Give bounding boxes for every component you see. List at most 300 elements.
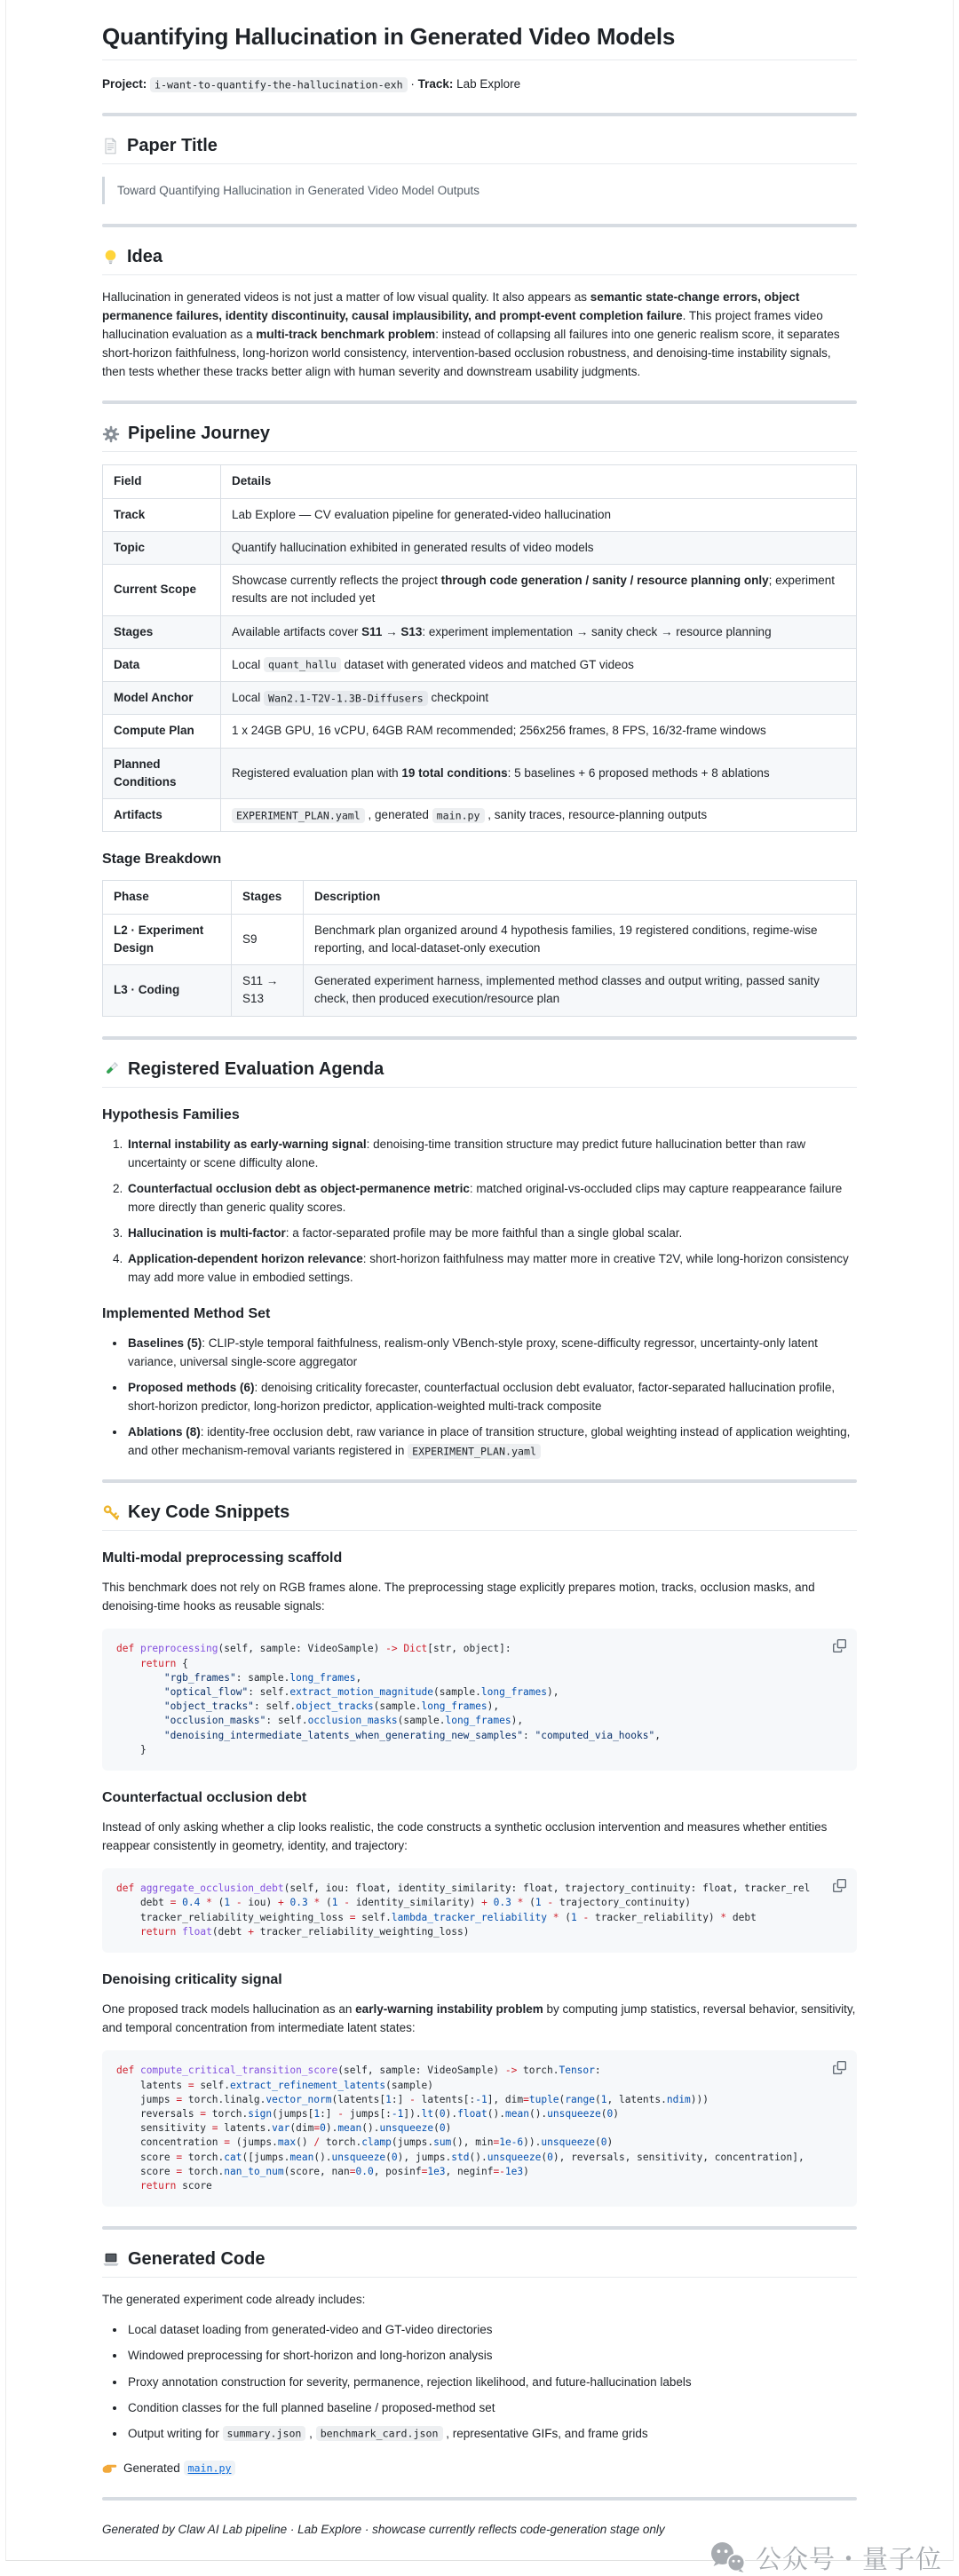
code-token: 0 — [439, 2122, 446, 2135]
code-token: concentration — [116, 2136, 225, 2149]
code-token: "occlusion_masks" — [163, 1715, 266, 1727]
code-token — [116, 1686, 164, 1698]
text-segment: : 5 baselines + 6 proposed methods + 8 ablations — [507, 765, 770, 780]
code-token: ). — [445, 2107, 458, 2120]
code-token: tracker_reliability_weighting_loss) — [253, 1925, 470, 1938]
code-token: (jumps. — [391, 2136, 434, 2149]
code-token: = — [523, 2093, 529, 2105]
code-token: "denoising_intermediate_latents_when_generating_new_samples" — [163, 1729, 524, 1741]
stage-breakdown-heading: Stage Breakdown — [102, 852, 222, 868]
code-token: jumps[: — [344, 2107, 392, 2120]
field-cell: Data — [103, 648, 221, 681]
text-segment: checkpoint — [427, 691, 489, 705]
code-token: (debt — [211, 1925, 249, 1938]
paper-title-heading — [102, 136, 857, 164]
list-item — [126, 2424, 857, 2443]
code-token: (). — [313, 2151, 332, 2163]
code-token: sign — [248, 2107, 273, 2120]
code-token: trajectory_continuity) — [553, 1897, 692, 1909]
code-token: lambda_tracker_reliability — [391, 1911, 547, 1923]
document-body — [6, 0, 953, 2560]
code-token: (). — [469, 2151, 487, 2163]
field-cell: Model Anchor — [103, 682, 221, 715]
code-token: - — [547, 1897, 554, 1909]
text-segment: : denoising-time transition structure may predict future hallucination better than raw uncertainty or scene difficulty alone. — [128, 1137, 806, 1169]
table-row — [103, 914, 857, 965]
code-token: unsqueeze — [547, 2107, 601, 2120]
section-paper-title — [102, 136, 857, 204]
heading-label: Paper Title — [127, 136, 218, 156]
table-row — [103, 715, 857, 748]
code-token: * — [517, 1897, 524, 1909]
text-segment: dataset with generated videos and matched GT videos — [340, 657, 634, 671]
code-token: { — [176, 1657, 188, 1669]
code-token: var — [272, 2122, 290, 2135]
code-token: (score, nan — [283, 2165, 350, 2177]
code-token: =- — [493, 2165, 505, 2177]
code-token: ndim — [666, 2093, 691, 2105]
code-token: () — [296, 2136, 314, 2149]
code-token: jumps — [116, 2093, 177, 2105]
code-token: 0 — [600, 2136, 607, 2149]
code-token: ( — [211, 1897, 225, 1909]
bold-text: Application-dependent horizon relevance — [128, 1251, 363, 1265]
snippet-heading-preprocessing: Multi-modal preprocessing scaffold — [102, 1550, 343, 1566]
list-item — [126, 1378, 857, 1415]
details-cell — [221, 565, 857, 616]
laptop-icon — [102, 2251, 120, 2269]
code-token: = — [170, 1897, 177, 1909]
code-token: debt — [726, 1911, 757, 1923]
list-item — [126, 1224, 857, 1242]
phase-cell: L3 · Coding — [103, 965, 232, 1017]
text-segment: Condition classes for the full planned baseline / proposed-method set — [128, 2400, 495, 2414]
code-token: 1e-6 — [499, 2136, 524, 2149]
field-cell: Current Scope — [103, 565, 221, 616]
code-content[interactable] — [102, 1868, 857, 1953]
code-token: Tensor — [559, 2065, 595, 2077]
code-token: compute_critical_transition_score — [139, 2065, 338, 2077]
code-token: extract_refinement_latents — [230, 2079, 386, 2091]
details-cell — [221, 682, 857, 715]
code-token: torch. — [182, 2151, 225, 2163]
method-set-heading: Implemented Method Set — [102, 1305, 271, 1321]
idea-heading — [102, 247, 857, 275]
code-content[interactable] — [102, 1629, 857, 1771]
code-token: * — [206, 1897, 212, 1909]
code-token: : — [523, 1729, 535, 1741]
code-token: = — [421, 2165, 428, 2177]
code-token: mean — [289, 2151, 314, 2163]
bold-text: Track: — [417, 77, 454, 91]
section-divider — [102, 224, 857, 227]
code-token: (). — [528, 2107, 548, 2120]
code-token: score — [176, 2180, 212, 2192]
code-content[interactable] — [102, 2050, 857, 2207]
code-token: ( — [541, 2151, 548, 2163]
code-token: } — [116, 1743, 147, 1756]
code-token: ). — [325, 2122, 338, 2135]
stages-cell: S11 → S13 — [232, 965, 304, 1017]
code-token: :] — [391, 2093, 410, 2105]
code-token: ( — [559, 2093, 566, 2105]
lightbulb-icon — [102, 249, 119, 266]
code-token: ( — [594, 2093, 601, 2105]
code-token: ), — [511, 1715, 524, 1727]
code-token — [547, 1912, 553, 1923]
code-token: (sample. — [373, 1700, 422, 1713]
code-token: sum — [433, 2136, 452, 2149]
text-segment: 1 x 24GB GPU, 16 vCPU, 64GB RAM recommended; 256x256 frames, 8 FPS, 16/32-frame windows — [232, 724, 766, 738]
details-cell — [221, 748, 857, 799]
text-segment: Generated — [123, 2461, 184, 2475]
inline-code: Wan2.1-T2V-1.3B-Diffusers — [264, 691, 428, 706]
code-token: tuple — [528, 2093, 559, 2105]
code-token: def — [116, 2065, 140, 2077]
text-segment: One proposed track models hallucination as an — [102, 2002, 356, 2017]
code-token: - — [344, 1897, 350, 1909]
field-cell: Track — [103, 498, 221, 531]
code-token: 1 — [224, 1897, 231, 1909]
code-token: 1 — [385, 2093, 392, 2105]
code-token: latents — [116, 2079, 188, 2091]
code-token: tracker_reliability) — [589, 1911, 721, 1923]
code-token: range — [565, 2093, 595, 2105]
table-header-row — [103, 881, 857, 914]
table-row — [103, 748, 857, 799]
main-py-link[interactable]: main.py — [184, 2461, 236, 2476]
code-token: "rgb_frames" — [163, 1671, 236, 1684]
watermark — [708, 2540, 942, 2576]
code-token: ( — [433, 2107, 440, 2120]
text-segment: , — [305, 2426, 316, 2440]
field-cell: Artifacts — [103, 799, 221, 832]
code-token: "computed_via_hooks" — [535, 1729, 655, 1741]
code-token: ) — [445, 2122, 452, 2135]
code-token: 1e3 — [504, 2165, 524, 2177]
code-token: , neginf — [445, 2165, 494, 2177]
code-token: unsqueeze — [487, 2151, 542, 2163]
code-token: cat — [224, 2151, 242, 2163]
code-token: self. — [355, 1911, 392, 1923]
code-token: [str, object]: — [427, 1643, 511, 1655]
bold-text: Counterfactual occlusion debt as object-permanence metric — [128, 1181, 470, 1195]
code-token: : self. — [248, 1685, 290, 1698]
heading-label: Idea — [127, 247, 163, 267]
details-cell — [221, 498, 857, 531]
inline-code: EXPERIMENT_PLAN.yaml — [408, 1444, 541, 1459]
code-token: (sample. — [397, 1715, 446, 1727]
code-token: 1 — [313, 2107, 321, 2120]
snippet-heading-occlusion: Counterfactual occlusion debt — [102, 1790, 307, 1806]
code-token: ) — [606, 2136, 614, 2149]
code-token: latents. — [218, 2122, 273, 2135]
code-token — [116, 2180, 140, 2192]
code-token: 1 — [331, 1897, 338, 1909]
column-header: Details — [221, 465, 857, 498]
page-title: Quantifying Hallucination in Generated Video Models — [102, 23, 857, 60]
code-token: = — [176, 2151, 183, 2163]
code-token — [116, 1715, 164, 1726]
pipeline-table — [102, 464, 857, 832]
list-item — [126, 2346, 857, 2365]
code-token: (). — [487, 2107, 505, 2120]
text-segment: Registered evaluation plan with — [232, 765, 402, 780]
text-segment: Local — [232, 657, 265, 671]
idea-paragraph — [102, 288, 857, 381]
text-segment: , representative GIFs, and frame grids — [442, 2426, 648, 2440]
section-evaluation-agenda — [102, 1059, 857, 1461]
text-segment: . This project frames video hallucination evaluation as a — [102, 309, 823, 342]
code-token: : self. — [266, 1715, 308, 1727]
inline-code: summary.json — [223, 2426, 306, 2441]
list-item — [126, 1423, 857, 1460]
code-token: ) — [523, 2165, 529, 2177]
code-token: , posinf — [373, 2165, 422, 2177]
field-cell: Topic — [103, 531, 221, 564]
text-segment: Hallucination in generated videos is not just a matter of low visual quality. It also appears as — [102, 290, 590, 305]
code-token: : — [594, 2065, 601, 2077]
text-segment: , generated — [364, 808, 432, 822]
code-token: + — [248, 1925, 254, 1938]
code-token: long_frames — [289, 1671, 356, 1684]
code-token: - — [409, 2093, 416, 2105]
code-token: score — [116, 2165, 177, 2177]
code-token: 0.4 — [182, 1897, 201, 1909]
table-row — [103, 682, 857, 715]
code-token: , — [355, 1671, 362, 1684]
code-token: float — [457, 2107, 487, 2120]
text-segment: : instead of collapsing all failures into one generic realism score, it separates short-horizon faithfulness, long-horizon world consistency, intervention-based occlusion robustness, and denoising-time instability signals, then tests whether these tracks better align with human severity and downstream usability judgments. — [102, 328, 840, 379]
code-token: 0 — [439, 2107, 446, 2120]
code-token: 0 — [320, 2122, 326, 2135]
details-cell — [221, 799, 857, 832]
document-card — [5, 0, 954, 2574]
code-token: 1 — [600, 2093, 607, 2105]
section-divider — [102, 400, 857, 404]
details-cell — [221, 715, 857, 748]
code-block-criticality — [102, 2050, 857, 2207]
code-token: : sample. — [235, 1671, 290, 1684]
bold-text: Hallucination is multi-factor — [128, 1225, 286, 1240]
code-token: )). — [523, 2136, 542, 2149]
bold-text: multi-track benchmark problem — [256, 328, 436, 342]
bold-text: Project: — [102, 77, 151, 91]
code-token: nan_to_num — [224, 2165, 284, 2177]
code-token: long_frames — [421, 1700, 487, 1713]
code-token: -1 — [391, 2107, 404, 2120]
description-cell — [304, 965, 857, 1017]
snippet-intro — [102, 1578, 857, 1615]
text-segment: ; experiment results are not included yet — [232, 574, 835, 606]
code-token: return — [139, 1657, 177, 1669]
code-token: def — [116, 1643, 140, 1655]
code-token: (sample. — [433, 1685, 481, 1698]
section-pipeline-journey — [102, 424, 857, 1016]
code-token: def — [116, 1882, 140, 1895]
text-segment: : identity-free occlusion debt, raw variance in place of transition structure, global weighting instead of application weighting, and other mechanism-removal variants registered in — [128, 1425, 851, 1458]
code-token: identity_similarity) — [349, 1897, 482, 1909]
snippet-heading-criticality: Denoising criticality signal — [102, 1972, 282, 1988]
code-token: ( — [433, 2122, 440, 2135]
code-token: ]). — [403, 2107, 422, 2120]
code-token: (jumps. — [230, 2136, 278, 2149]
code-token: ( — [523, 1897, 535, 1909]
code-token: = — [349, 1911, 356, 1923]
list-item — [126, 1179, 857, 1217]
table-header-row — [103, 465, 857, 498]
code-token: sensitivity — [116, 2122, 212, 2135]
code-token: 0 — [391, 2151, 398, 2163]
inline-code: quant_hallu — [264, 657, 341, 672]
code-token: = — [224, 2136, 230, 2149]
code-token: (self, iou: float, identity_similarity: float, trajectory_continuity: float, tracker_rel — [283, 1882, 811, 1895]
bold-text: early-warning instability problem — [355, 2002, 543, 2017]
heading-label: Key Code Snippets — [128, 1502, 290, 1523]
list-item — [126, 2398, 857, 2417]
column-header: Phase — [103, 881, 232, 914]
code-token: unsqueeze — [379, 2122, 434, 2135]
code-token: = — [187, 2079, 194, 2091]
text-segment: Local — [232, 691, 265, 705]
generated-code-heading — [102, 2249, 857, 2278]
test-tube-icon — [102, 1060, 120, 1078]
page-icon — [102, 138, 119, 155]
bold-text: S11 → S13 — [361, 624, 423, 638]
code-token: ), — [546, 1685, 559, 1698]
details-cell — [221, 615, 857, 648]
code-token: * — [720, 1911, 727, 1923]
agenda-heading — [102, 1059, 857, 1088]
code-token: - — [583, 1911, 590, 1923]
details-cell — [221, 531, 857, 564]
heading-label: Pipeline Journey — [128, 424, 271, 444]
section-key-code-snippets — [102, 1502, 857, 2207]
hypothesis-families-heading: Hypothesis Families — [102, 1106, 240, 1122]
wechat-icon — [708, 2540, 747, 2574]
text-segment: Generated experiment harness, implemented method classes and output writing, passed sanity check, then produced execution/resource plan — [314, 974, 820, 1006]
code-token: Dict — [403, 1643, 428, 1655]
quote-text: Toward Quantifying Hallucination in Generated Video Model Outputs — [117, 184, 480, 198]
code-token: / — [313, 2136, 321, 2149]
code-token: 0 — [606, 2107, 614, 2120]
code-token: ( — [559, 1911, 571, 1923]
code-token: ))) — [690, 2093, 709, 2105]
section-idea — [102, 247, 857, 381]
code-token: = — [211, 2122, 218, 2135]
code-token: ) — [613, 2107, 620, 2120]
list-item — [126, 2373, 857, 2391]
inline-code: EXPERIMENT_PLAN.yaml — [232, 808, 365, 823]
code-token: torch. — [206, 2107, 249, 2120]
text-segment: · — [407, 77, 418, 91]
section-divider — [102, 113, 857, 116]
code-token: ([jumps. — [242, 2151, 290, 2163]
code-token: iou) — [242, 1897, 278, 1909]
code-token: ( — [600, 2107, 607, 2120]
table-row — [103, 498, 857, 531]
inline-code: main.py — [432, 808, 485, 823]
code-token: (self, sample: VideoSample) — [218, 1643, 386, 1655]
text-segment: by computing jump statistics, reversal behavior, sensitivity, and temporal concentration from intermediate latent states: — [102, 2002, 856, 2035]
code-token: -> — [385, 1643, 398, 1655]
paper-title-quote — [102, 177, 857, 204]
table-row — [103, 565, 857, 616]
text-segment: Proxy annotation construction for severity, permanence, rejection likelihood, and future-hallucination labels — [128, 2374, 692, 2389]
section-divider — [102, 1479, 857, 1483]
code-token: vector_norm — [266, 2093, 332, 2105]
text-segment: : CLIP-style temporal faithfulness, realism-only VBench-style proxy, scene-difficulty regressor, uncertainty-only latent variance, universal single-score aggregator — [128, 1336, 818, 1368]
code-token: + — [278, 1897, 284, 1909]
code-token: , latents. — [606, 2093, 667, 2105]
text-segment: : a factor-separated profile may be more faithful than a single global scalar. — [285, 1225, 683, 1240]
code-token: std — [451, 2151, 470, 2163]
text-segment: Quantify hallucination exhibited in generated results of video models — [232, 540, 594, 554]
text-segment: Lab Explore — [453, 77, 521, 91]
code-token: mean — [505, 2107, 529, 2120]
code-token: long_frames — [480, 1685, 547, 1698]
code-token — [284, 1897, 290, 1908]
inline-code: benchmark_card.json — [316, 2426, 443, 2441]
code-token: unsqueeze — [541, 2136, 595, 2149]
code-token: -1 — [475, 2093, 487, 2105]
code-token — [116, 1658, 140, 1669]
text-segment: , sanity traces, resource-planning outputs — [484, 808, 708, 822]
code-token — [230, 1897, 236, 1908]
code-token — [116, 1730, 164, 1741]
code-token: clamp — [361, 2136, 392, 2149]
footer-note: Generated by Claw AI Lab pipeline · Lab Explore · showcase currently reflects code-generation stage only — [102, 2522, 665, 2536]
code-token: tracker_reliability_weighting_loss — [116, 1911, 350, 1923]
code-token — [511, 1897, 518, 1908]
section-divider — [102, 2497, 857, 2501]
method-set-list — [102, 1334, 857, 1460]
bold-text: 19 total conditions — [401, 765, 508, 780]
code-token: (jumps[ — [272, 2107, 314, 2120]
copy-code-button[interactable] — [829, 1875, 850, 1896]
generated-feature-list — [102, 2320, 857, 2442]
code-token: : self. — [253, 1700, 297, 1713]
list-item — [126, 2320, 857, 2339]
code-token: extract_motion_magnitude — [289, 1685, 433, 1698]
code-token: torch.linalg. — [182, 2093, 266, 2105]
code-token: ( — [385, 2151, 392, 2163]
table-row — [103, 799, 857, 832]
table-row — [103, 965, 857, 1017]
stage-breakdown-table — [102, 880, 857, 1016]
copy-code-button[interactable] — [829, 1636, 850, 1656]
text-segment: : matched original-vs-occluded clips may capture reappearance failure more directly than generic quality scores. — [128, 1181, 843, 1214]
code-token: (dim — [289, 2122, 314, 2135]
text-segment: Instead of only asking whether a clip looks realistic, the code constructs a synthetic occlusion intervention and measures whether entities reappear consistently in geometry, identity, and trajectory: — [102, 1820, 828, 1853]
text-segment: : denoising criticality forecaster, counterfactual occlusion debt evaluator, factor-separated hallucination profile, short-horizon predictor, long-horizon predictor, application-weighted multi-track composite — [128, 1381, 836, 1414]
description-cell — [304, 914, 857, 965]
code-token: max — [277, 2136, 297, 2149]
copy-code-button[interactable] — [829, 2057, 850, 2078]
code-token: occlusion_masks — [307, 1715, 398, 1727]
code-token: * — [313, 1897, 321, 1909]
key-icon — [102, 1504, 120, 1522]
code-token: object_tracks — [296, 1700, 374, 1713]
code-token: self. — [194, 2079, 230, 2091]
code-token: ), — [487, 1700, 500, 1713]
generated-file-line — [102, 2459, 857, 2477]
code-token: torch. — [182, 2165, 225, 2177]
code-token: (self, sample: VideoSample) — [337, 2065, 505, 2077]
code-token: 0.3 — [289, 1897, 308, 1909]
code-token: 1 — [570, 1911, 577, 1923]
code-token: - — [235, 1897, 242, 1909]
